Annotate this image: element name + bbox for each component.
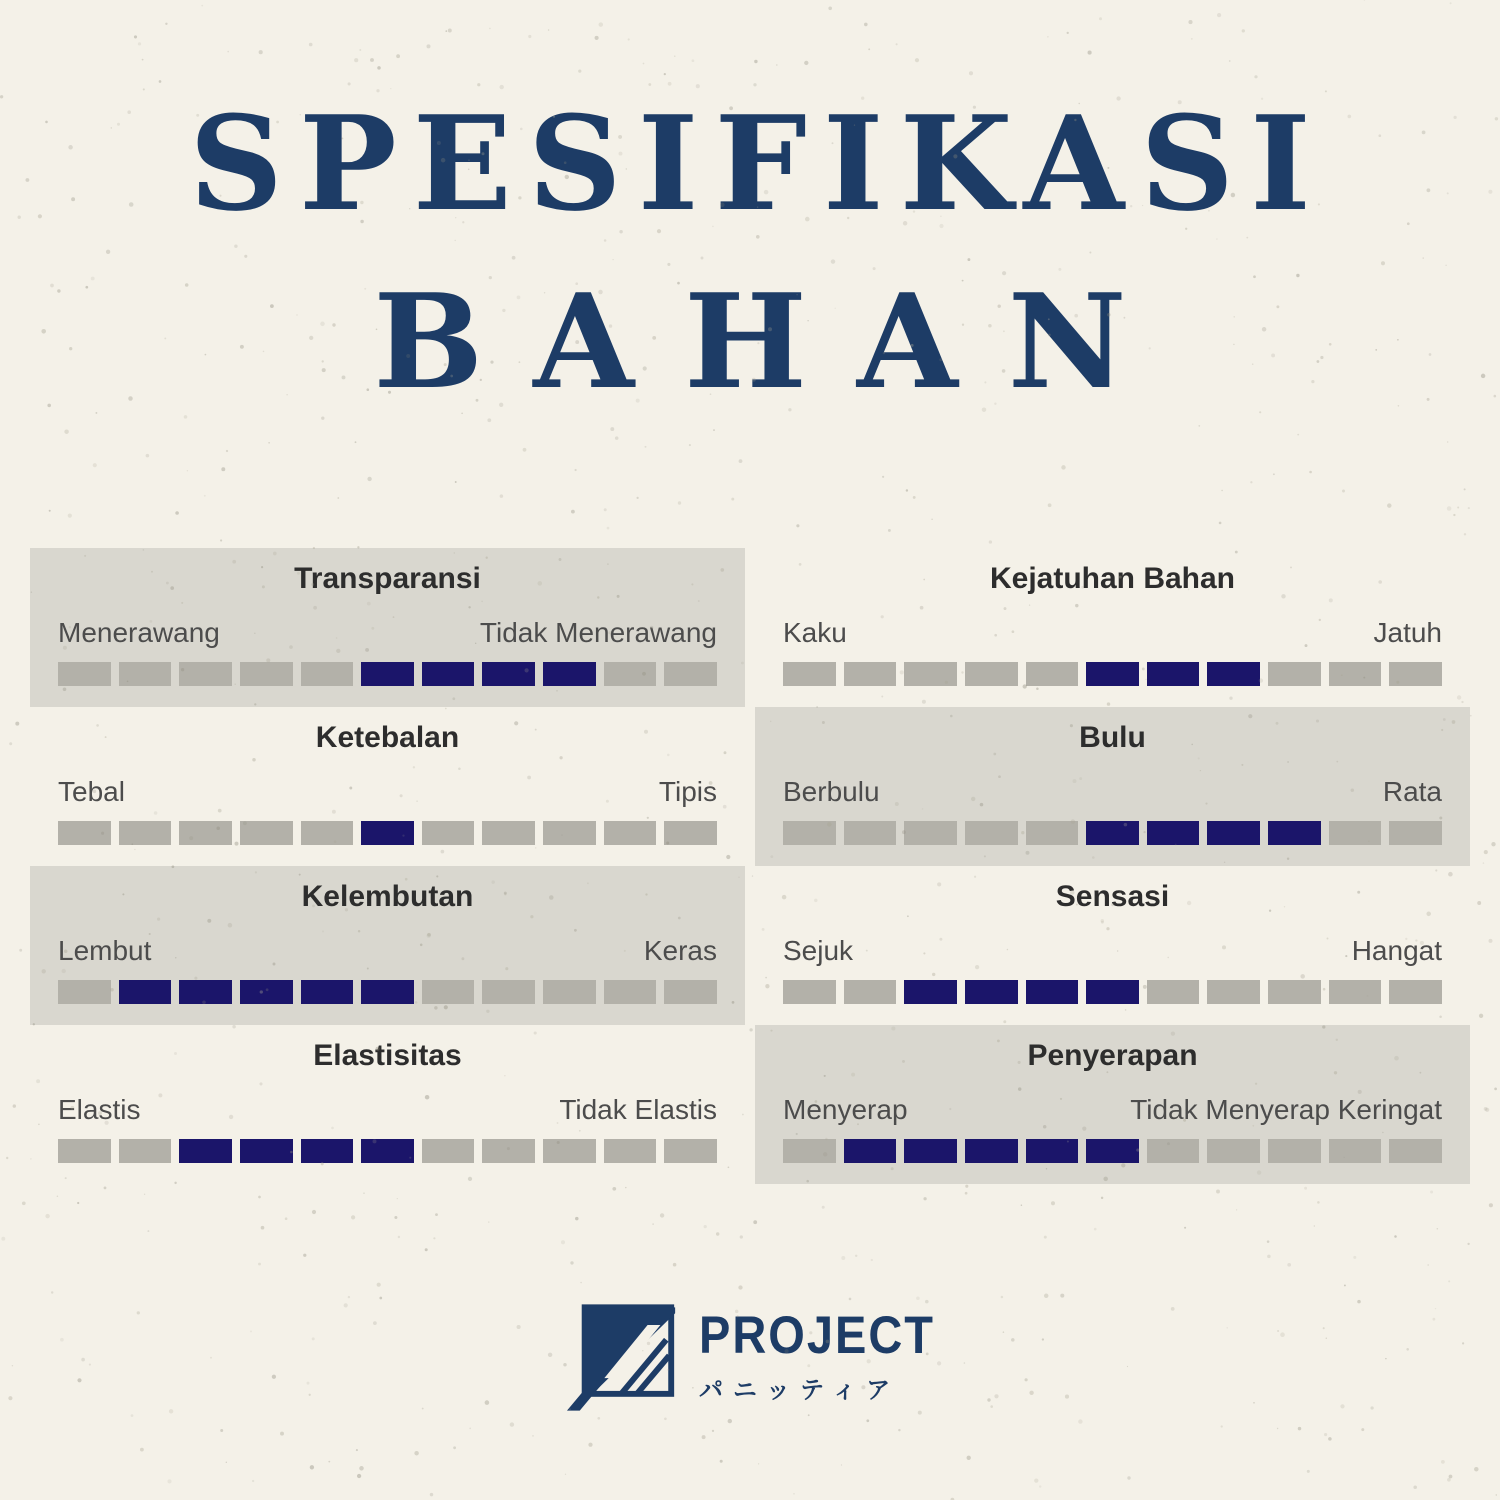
spec-segment-empty [58, 821, 111, 845]
spec-left-label: Kaku [783, 617, 847, 648]
spec-segment-empty [1389, 980, 1442, 1004]
spec-right-label: Jatuh [1373, 617, 1442, 648]
spec-segment-empty [543, 1139, 596, 1163]
spec-segment-empty [422, 821, 475, 845]
spec-segment-empty [664, 1139, 717, 1163]
spec-segment-filled [1086, 821, 1139, 845]
spec-bar [58, 980, 717, 1004]
spec-segment-filled [240, 980, 293, 1004]
spec-segment-empty [58, 662, 111, 686]
spec-segment-empty [1026, 662, 1079, 686]
spec-segment-empty [904, 662, 957, 686]
spec-segment-empty [422, 980, 475, 1004]
spec-segment-empty [543, 980, 596, 1004]
page-title [0, 87, 1500, 419]
spec-pole-labels [58, 935, 717, 967]
spec-segment-filled [301, 980, 354, 1004]
spec-pole-labels [783, 935, 1442, 967]
spec-segment-filled [119, 980, 172, 1004]
spec-segment-filled [361, 980, 414, 1004]
spec-bar [783, 980, 1442, 1004]
spec-segment-empty [664, 980, 717, 1004]
spec-segment-empty [844, 821, 897, 845]
spec-section-penyerapan [755, 1025, 1470, 1184]
spec-segment-filled [179, 1139, 232, 1163]
spec-segment-filled [844, 1139, 897, 1163]
spec-left-label: Berbulu [783, 776, 880, 807]
spec-segment-empty [965, 662, 1018, 686]
spec-segment-empty [1147, 980, 1200, 1004]
spec-segment-filled [1207, 821, 1260, 845]
brand-subtitle: パニッティア [699, 1377, 901, 1404]
spec-segment-empty [422, 1139, 475, 1163]
spec-segment-empty [1329, 1139, 1382, 1163]
spec-segment-empty [1329, 821, 1382, 845]
spec-segment-filled [361, 1139, 414, 1163]
spec-title: Transparansi [294, 562, 481, 595]
spec-segment-empty [482, 1139, 535, 1163]
spec-segment-filled [1086, 662, 1139, 686]
spec-segment-filled [482, 662, 535, 686]
spec-section-transparansi [30, 548, 745, 707]
spec-segment-empty [240, 662, 293, 686]
spec-segment-filled [1086, 980, 1139, 1004]
spec-segment-filled [1147, 662, 1200, 686]
spec-right-label: Tipis [658, 776, 717, 807]
spec-segment-empty [179, 662, 232, 686]
spec-section-bulu [755, 707, 1470, 866]
spec-segment-filled [422, 662, 475, 686]
spec-segment-empty [1207, 1139, 1260, 1163]
spec-right-label: Keras [643, 935, 717, 966]
spec-segment-filled [1086, 1139, 1139, 1163]
spec-left-label: Elastis [58, 1094, 141, 1125]
spec-segment-filled [1207, 662, 1260, 686]
spec-section-kejatuhan-bahan [755, 548, 1470, 707]
spec-right-label: Tidak Menerawang [479, 617, 717, 648]
spec-segment-filled [965, 980, 1018, 1004]
spec-segment-filled [1147, 821, 1200, 845]
spec-segment-empty [58, 980, 111, 1004]
spec-bar [783, 1139, 1442, 1163]
spec-right-label: Hangat [1351, 935, 1442, 966]
spec-segment-empty [1268, 980, 1321, 1004]
spec-pole-labels [58, 1094, 717, 1126]
spec-segment-empty [301, 662, 354, 686]
spec-segment-empty [1026, 821, 1079, 845]
spec-left-label: Tebal [58, 776, 125, 807]
spec-segment-empty [604, 821, 657, 845]
spec-left-label: Sejuk [783, 935, 854, 966]
spec-segment-empty [1268, 1139, 1321, 1163]
spec-segment-empty [1329, 662, 1382, 686]
spec-segment-empty [664, 662, 717, 686]
spec-segment-filled [361, 662, 414, 686]
spec-pole-labels [58, 776, 717, 808]
spec-segment-filled [965, 1139, 1018, 1163]
spec-segment-empty [1329, 980, 1382, 1004]
spec-segment-empty [1207, 980, 1260, 1004]
spec-segment-empty [119, 1139, 172, 1163]
spec-segment-empty [301, 821, 354, 845]
spec-bar [783, 821, 1442, 845]
spec-title: Kelembutan [301, 880, 474, 913]
spec-segment-empty [664, 821, 717, 845]
spec-pole-labels [783, 776, 1442, 808]
spec-segment-empty [482, 980, 535, 1004]
spec-title: Kejatuhan Bahan [989, 562, 1236, 595]
brand-footer [0, 1298, 1500, 1414]
spec-pole-labels [783, 617, 1442, 649]
spec-segment-filled [179, 980, 232, 1004]
spec-title: Elastisitas [313, 1039, 462, 1072]
spec-segment-empty [179, 821, 232, 845]
spec-left-label: Menerawang [58, 617, 220, 648]
spec-segment-empty [240, 821, 293, 845]
spec-segment-empty [904, 821, 957, 845]
spec-segment-empty [1389, 1139, 1442, 1163]
spec-segment-empty [783, 821, 836, 845]
page-title-line1: SPESIFIKASI [189, 87, 1327, 241]
spec-pole-labels [783, 1094, 1442, 1126]
spec-section-ketebalan [30, 707, 745, 866]
spec-segment-empty [119, 662, 172, 686]
spec-pole-labels [58, 617, 717, 649]
spec-grid [30, 548, 1470, 1184]
spec-segment-filled [1026, 980, 1079, 1004]
spec-right-label: Rata [1382, 776, 1442, 807]
spec-section-elastisitas [30, 1025, 745, 1184]
spec-left-label: Menyerap [783, 1094, 908, 1125]
spec-segment-filled [904, 980, 957, 1004]
spec-title: Bulu [1079, 721, 1146, 754]
spec-segment-filled [1268, 821, 1321, 845]
spec-title: Sensasi [1055, 880, 1170, 913]
spec-segment-empty [1389, 662, 1442, 686]
spec-segment-filled [543, 662, 596, 686]
spec-segment-empty [844, 980, 897, 1004]
spec-left-label: Lembut [58, 935, 152, 966]
spec-bar [58, 821, 717, 845]
spec-segment-empty [783, 980, 836, 1004]
spec-segment-empty [844, 662, 897, 686]
spec-segment-empty [783, 662, 836, 686]
spec-segment-empty [543, 821, 596, 845]
spec-segment-filled [301, 1139, 354, 1163]
spec-segment-empty [1389, 821, 1442, 845]
spec-segment-empty [482, 821, 535, 845]
spec-column-left [30, 548, 745, 1184]
spec-segment-empty [604, 1139, 657, 1163]
spec-bar [783, 662, 1442, 686]
spec-segment-filled [361, 821, 414, 845]
spec-segment-empty [1147, 1139, 1200, 1163]
page-title-line2: BAHAN [373, 265, 1177, 419]
brand-text [699, 1304, 935, 1405]
spec-segment-empty [58, 1139, 111, 1163]
spec-segment-filled [904, 1139, 957, 1163]
brand-name: PROJECT [699, 1304, 935, 1365]
spec-section-sensasi [755, 866, 1470, 1025]
spec-title: Penyerapan [1027, 1039, 1198, 1072]
spec-segment-empty [604, 980, 657, 1004]
spec-right-label: Tidak Menyerap Keringat [1130, 1094, 1442, 1125]
spec-segment-empty [119, 821, 172, 845]
spec-segment-empty [965, 821, 1018, 845]
spec-right-label: Tidak Elastis [559, 1094, 717, 1125]
spec-segment-empty [1268, 662, 1321, 686]
spec-column-right [755, 548, 1470, 1184]
spec-segment-empty [604, 662, 657, 686]
spec-segment-empty [783, 1139, 836, 1163]
spec-bar [58, 1139, 717, 1163]
spec-bar [58, 662, 717, 686]
spec-title: Ketebalan [315, 721, 460, 754]
spec-section-kelembutan [30, 866, 745, 1025]
spec-segment-filled [1026, 1139, 1079, 1163]
z-project-logo-icon [565, 1298, 683, 1414]
spec-segment-filled [240, 1139, 293, 1163]
